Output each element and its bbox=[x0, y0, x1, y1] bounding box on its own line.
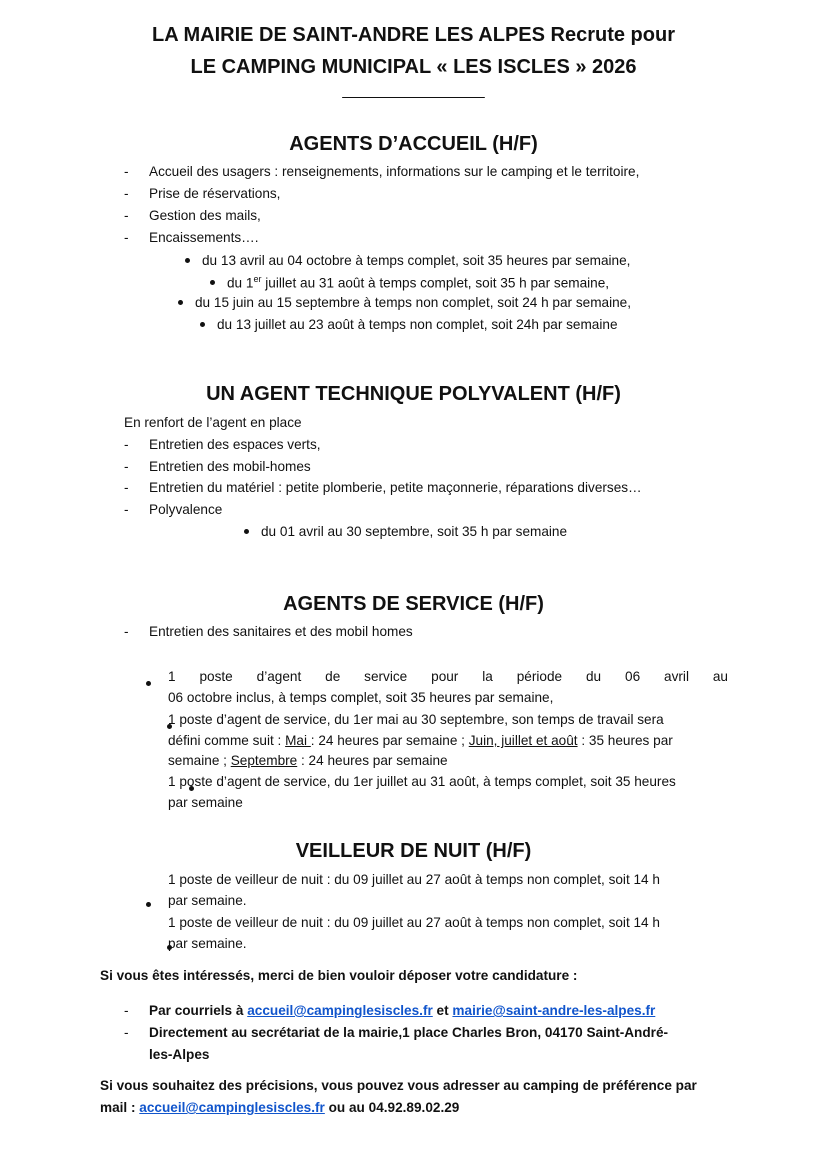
dash-bullet: - bbox=[124, 186, 129, 201]
veilleur-post-1-line-1: 1 poste de veilleur de nuit : du 09 juillet au 27 août à temps non complet, soit 14 h bbox=[168, 872, 660, 887]
accueil-period: du 13 avril au 04 octobre à temps complet, soit 35 heures par semaine, bbox=[185, 253, 630, 268]
service-post-3-line-2: par semaine bbox=[168, 795, 243, 810]
accueil-period: du 1er juillet au 31 août à temps complet, soit 35 h par semaine, bbox=[210, 274, 609, 291]
veilleur-post-2-line-1: 1 poste de veilleur de nuit : du 09 juillet au 27 août à temps non complet, soit 14 h bbox=[168, 915, 660, 930]
technique-task: Polyvalence bbox=[149, 502, 223, 517]
accueil-task: Accueil des usagers : renseignements, informations sur le camping et le territoire, bbox=[149, 164, 640, 179]
dash-bullet: - bbox=[124, 502, 129, 517]
technique-task: Entretien des espaces verts, bbox=[149, 437, 321, 452]
dash-bullet: - bbox=[124, 1025, 129, 1040]
heading-veilleur-de-nuit: VEILLEUR DE NUIT (H/F) bbox=[295, 840, 532, 862]
service-post-2-line-2: défini comme suit : Mai : 24 heures par semaine ; Juin, juillet et août : 35 heures par bbox=[168, 733, 673, 748]
technique-task: Entretien des mobil-homes bbox=[149, 459, 311, 474]
candidature-direct-line-1: Directement au secrétariat de la mairie,1 place Charles Bron, 04170 Saint-André- bbox=[149, 1025, 669, 1040]
technique-intro: En renfort de l’agent en place bbox=[124, 415, 302, 430]
heading-agents-accueil: AGENTS D’ACCUEIL (H/F) bbox=[289, 133, 538, 155]
bullet-dot bbox=[244, 529, 249, 534]
veilleur-post-2-line-2: par semaine. bbox=[168, 936, 247, 951]
title-separator: ________________ bbox=[342, 82, 485, 99]
service-task: Entretien des sanitaires et des mobil homes bbox=[149, 624, 413, 639]
veilleur-post-1-line-2: par semaine. bbox=[168, 893, 247, 908]
email-link-accueil[interactable]: accueil@campinglesiscles.fr bbox=[247, 1003, 433, 1018]
service-post-2-line-3: semaine ; Septembre : 24 heures par semaine bbox=[168, 753, 448, 768]
bullet-dot bbox=[146, 681, 151, 686]
bullet-dot bbox=[185, 258, 190, 263]
technique-period: du 01 avril au 30 septembre, soit 35 h par semaine bbox=[244, 524, 567, 539]
candidature-by-mail: Par courriels à accueil@campinglesiscles.fr et mairie@saint-andre-les-alpes.fr bbox=[149, 1003, 656, 1018]
service-post-3-line-1: 1 poste d’agent de service, du 1er juillet au 31 août, à temps complet, soit 35 heures bbox=[168, 774, 676, 789]
candidature-intro: Si vous êtes intéressés, merci de bien vouloir déposer votre candidature : bbox=[100, 968, 578, 983]
bullet-dot bbox=[200, 322, 205, 327]
heading-agents-service: AGENTS DE SERVICE (H/F) bbox=[283, 593, 544, 615]
bullet-dot bbox=[146, 902, 151, 907]
contact-line-2: mail : accueil@campinglesiscles.fr ou au 04.92.89.02.29 bbox=[100, 1100, 460, 1115]
dash-bullet: - bbox=[124, 437, 129, 452]
dash-bullet: - bbox=[124, 1003, 129, 1018]
dash-bullet: - bbox=[124, 624, 129, 639]
candidature-direct-line-2: les-Alpes bbox=[149, 1047, 210, 1062]
title-line-2: LE CAMPING MUNICIPAL « LES ISCLES » 2026 bbox=[190, 56, 637, 78]
dash-bullet: - bbox=[124, 480, 129, 495]
bullet-dot bbox=[210, 280, 215, 285]
service-post-1-line-1: 1 poste d’agent de service pour la période du 06 avril au bbox=[168, 669, 728, 684]
dash-bullet: - bbox=[124, 230, 129, 245]
dash-bullet: - bbox=[124, 459, 129, 474]
technique-task: Entretien du matériel : petite plomberie, petite maçonnerie, réparations diverses… bbox=[149, 480, 642, 495]
accueil-period: du 15 juin au 15 septembre à temps non complet, soit 24 h par semaine, bbox=[178, 295, 631, 310]
service-post-2-line-1: 1 poste d’agent de service, du 1er mai au 30 septembre, son temps de travail sera bbox=[168, 712, 664, 727]
heading-agent-technique: UN AGENT TECHNIQUE POLYVALENT (H/F) bbox=[206, 383, 621, 405]
service-post-1-line-2: 06 octobre inclus, à temps complet, soit 35 heures par semaine, bbox=[168, 690, 554, 705]
email-link-mairie[interactable]: mairie@saint-andre-les-alpes.fr bbox=[452, 1003, 656, 1018]
accueil-task: Prise de réservations, bbox=[149, 186, 281, 201]
email-link-contact[interactable]: accueil@campinglesiscles.fr bbox=[139, 1100, 325, 1115]
dash-bullet: - bbox=[124, 164, 129, 179]
title-line-1: LA MAIRIE DE SAINT-ANDRE LES ALPES Recrute pour bbox=[151, 24, 675, 46]
accueil-task: Gestion des mails, bbox=[149, 208, 261, 223]
bullet-dot bbox=[178, 300, 183, 305]
accueil-period: du 13 juillet au 23 août à temps non complet, soit 24h par semaine bbox=[200, 317, 618, 332]
accueil-task: Encaissements…. bbox=[149, 230, 259, 245]
dash-bullet: - bbox=[124, 208, 129, 223]
contact-line-1: Si vous souhaitez des précisions, vous pouvez vous adresser au camping de préférence par bbox=[100, 1078, 697, 1093]
